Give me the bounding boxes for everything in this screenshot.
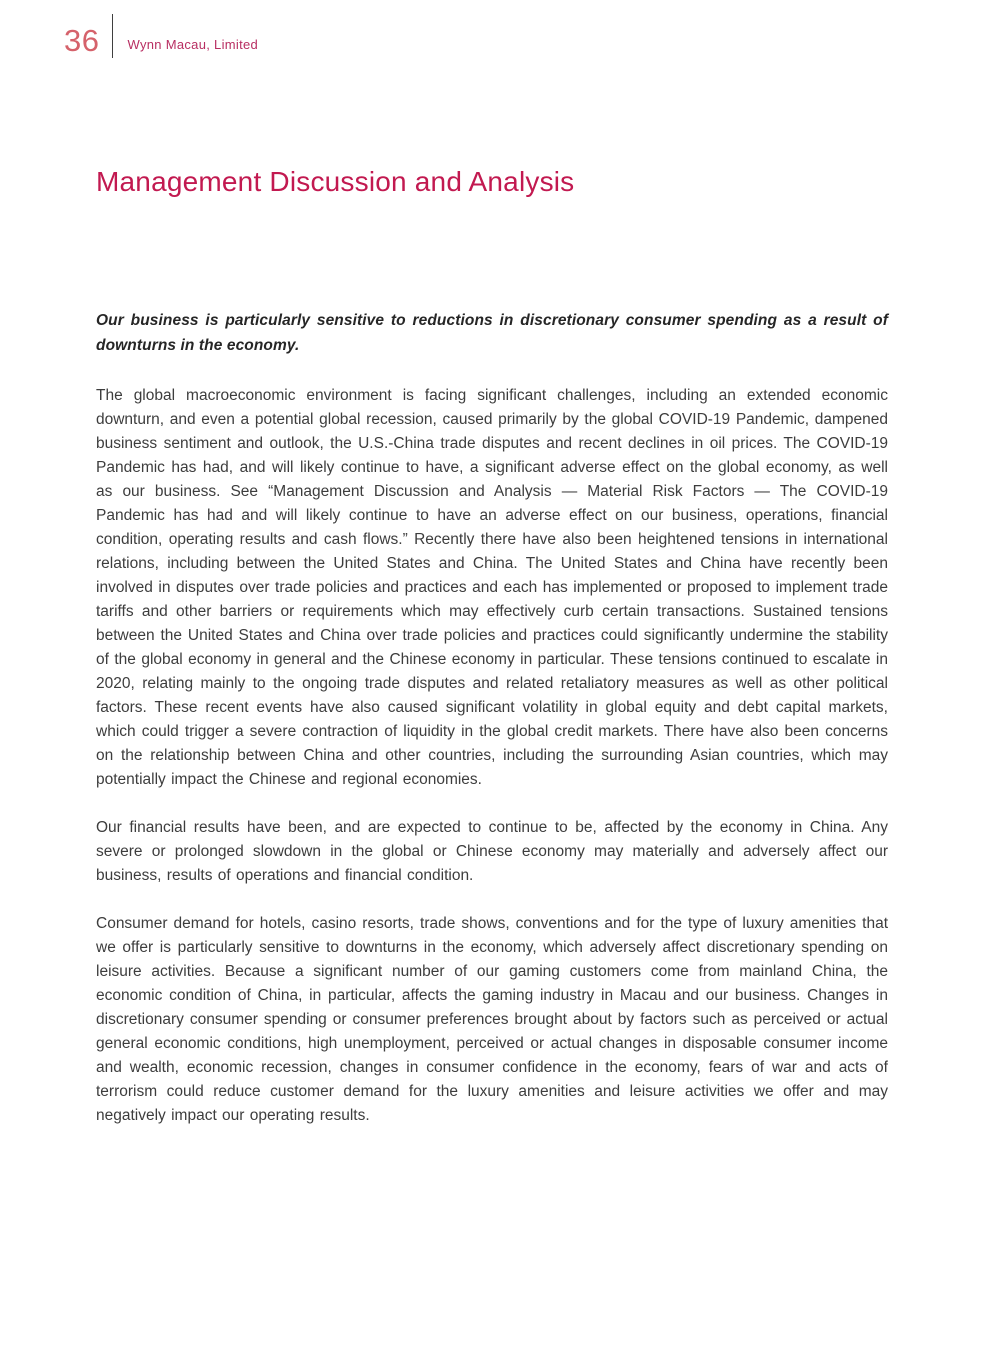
header-divider	[112, 14, 113, 58]
page-header	[64, 14, 258, 58]
page-title: Management Discussion and Analysis	[96, 166, 575, 197]
company-name: Wynn Macau, Limited	[127, 37, 259, 52]
intro-statement: Our business is particularly sensitive to reductions in discretionary consumer spending as a result of downturns in the economy.	[96, 312, 888, 354]
document-body	[96, 308, 888, 1128]
page-number: 36	[64, 23, 100, 58]
paragraph-3: Consumer demand for hotels, casino resorts, trade shows, conventions and for the type of luxury amenities that we offer is particularly sensitive to downturns in the economy, which adversely affect discretionary spending on leisure activities. Because a significant number of our gaming customers come from mainland China, the economic condition of China, in particular, affects the gaming industry in Macau and our business. Changes in discretionary consumer spending or consumer preferences brought about by factors such as perceived or actual general economic conditions, high unemployment, perceived or actual changes in disposable consumer income and wealth, economic recession, changes in consumer confidence in the economy, fears of war and acts of terrorism could reduce customer demand for the luxury amenities and leisure activities we offer and may negatively impact our operating results.	[96, 915, 888, 1124]
paragraph-2: Our financial results have been, and are expected to continue to be, affected by the economy in China. Any severe or prolonged slowdown in the global or Chinese economy may materially and adversely affect our business, results of operations and financial condition.	[96, 819, 888, 884]
paragraph-1: The global macroeconomic environment is facing significant challenges, including an extended economic downturn, and even a potential global recession, caused primarily by the global COVID-19 Pandemic, dampened business sentiment and outlook, the U.S.-China trade disputes and recent declines in oil prices. The COVID-19 Pandemic has had, and will likely continue to have, a significant adverse effect on the global economy, as well as our business. See “Management Discussion and Analysis — Material Risk Factors — The COVID-19 Pandemic has had and will likely continue to have an adverse effect on our business, operations, financial condition, operating results and cash flows.” Recently there have also been heightened tensions in international relations, including between the United States and China. The United States and China have recently been involved in disputes over trade policies and practices and each has implemented or proposed to implement trade tariffs and other barriers or requirements which may effectively curb certain transactions. Sustained tensions between the United States and China over trade policies and practices could significantly undermine the stability of the global economy in general and the Chinese economy in particular. These tensions continued to escalate in 2020, relating mainly to the ongoing trade disputes and related retaliatory measures as well as other political factors. These recent events have also caused significant volatility in global equity and debt capital markets, which could trigger a severe contraction of liquidity in the global credit markets. There have also been concerns on the relationship between China and other countries, including the surrounding Asian countries, which may potentially impact the Chinese and regional economies.	[96, 387, 888, 788]
